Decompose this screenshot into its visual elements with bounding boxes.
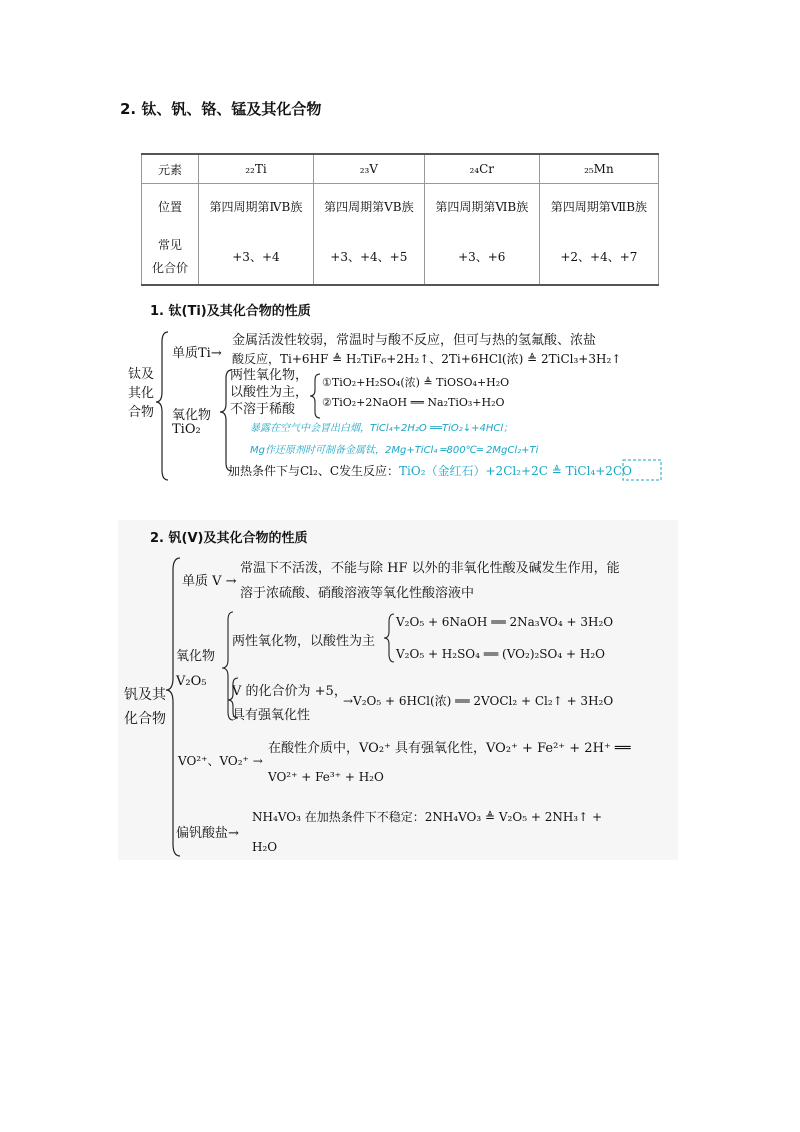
element-v: ₂₃V	[313, 154, 424, 184]
element-mn: ₂₅Mn	[539, 154, 658, 184]
element-cr: ₂₄Cr	[424, 154, 539, 184]
ti-heat-prefix: 加热条件下与Cl₂、C发生反应：	[228, 464, 400, 478]
ti-simple-label: 单质Ti→	[172, 346, 222, 361]
v-valence-line1: V 的化合价为 +5，	[232, 684, 347, 699]
section-title: 2. 钛、钒、铬、锰及其化合物	[120, 100, 322, 118]
header-label: 元素	[142, 154, 199, 184]
ti-heat-equation: TiO₂（金红石）+2Cl₂+2C ≜ TiCl₄+2CO	[399, 464, 632, 478]
position-v: 第四周期第ⅤB族	[313, 184, 424, 229]
position-cr: 第四周期第ⅥB族	[424, 184, 539, 229]
ti-simple-line1: 金属活泼性较弱，常温时与酸不反应，但可与热的氢氟酸、浓盐	[232, 333, 597, 348]
element-table	[141, 153, 659, 286]
position-mn: 第四周期第ⅦB族	[539, 184, 658, 229]
ti-title: 1. 钛(Ti)及其化合物的性质	[150, 304, 311, 319]
v-root-line2: 化合物	[124, 711, 166, 727]
valence-v: +3、+4、+5	[313, 228, 424, 285]
v-main-brace	[166, 558, 180, 856]
ti-root-line2: 其化	[128, 386, 155, 401]
position-ti: 第四周期第ⅣB族	[199, 184, 314, 229]
v-ion-line2: VO²⁺ + Fe³⁺ + H₂O	[268, 770, 384, 784]
v-reaction-2: V₂O₅ + H₂SO₄ ══ (VO₂)₂SO₄ + H₂O	[396, 647, 605, 661]
v-root-label	[124, 683, 166, 731]
ti-prop-1: 两性氧化物，	[230, 368, 309, 383]
valence-mn: +2、+4、+7	[539, 228, 658, 285]
v-salt-line1: NH₄VO₃ 在加热条件下不稳定：2NH₄VO₃ ≜ V₂O₅ + 2NH₃↑ +	[252, 810, 603, 824]
ti-oxide-properties	[230, 367, 308, 418]
v-salt-label: 偏钒酸盐→	[176, 826, 239, 841]
ti-prop-2: 以酸性为主，	[230, 385, 309, 400]
ti-handwritten-note-2: Mg作还原剂时可制备金属钛，2Mg+TiCl₄ ═800℃═ 2MgCl₂+Ti	[250, 445, 539, 456]
ti-oxide-label-1: 氧化物	[172, 408, 212, 423]
ti-reaction-2: ②TiO₂+2NaOH ══ Na₂TiO₃+H₂O	[322, 396, 505, 409]
v-hcl-reaction: →V₂O₅ + 6HCl(浓) ══ 2VOCl₂ + Cl₂↑ + 3H₂O	[343, 694, 614, 708]
table-header-row	[142, 154, 659, 184]
valence-cr: +3、+6	[424, 228, 539, 285]
v-simple-label: 单质 V →	[182, 574, 237, 589]
valence-label-line1: 常见	[157, 238, 182, 252]
v-title: 2. 钒(V)及其化合物的性质	[150, 531, 308, 546]
position-label: 位置	[142, 184, 199, 229]
v-root-line1: 钒及其	[124, 687, 166, 703]
ti-simple-line2: 酸反应，Ti+6HF ≜ H₂TiF₆+2H₂↑、2Ti+6HCl(浓) ≜ 2TiCl₃+3H₂↑	[232, 352, 622, 366]
valence-label	[142, 228, 199, 285]
ti-reaction-brace	[310, 374, 320, 418]
v-ion-line1: 在酸性介质中，VO₂⁺ 具有强氧化性，VO₂⁺ + Fe²⁺ + 2H⁺ ══	[268, 741, 631, 756]
element-ti: ₂₂Ti	[199, 154, 314, 184]
v-simple-line1: 常温下不活泼，不能与除 HF 以外的非氧化性酸及碱发生作用，能	[240, 561, 620, 576]
valence-ti: +3、+4	[199, 228, 314, 285]
v-amph-brace	[384, 614, 394, 662]
v-ion-label: VO²⁺、VO₂⁺ →	[178, 754, 263, 768]
v-salt-line2: H₂O	[252, 840, 278, 854]
ti-reaction-1: ①TiO₂+H₂SO₄(浓) ≜ TiOSO₄+H₂O	[322, 376, 510, 389]
position-row	[142, 184, 659, 229]
v-reaction-1: V₂O₅ + 6NaOH ══ 2Na₃VO₄ + 3H₂O	[396, 615, 614, 629]
valence-label-line2: 化合价	[151, 261, 188, 275]
ti-main-brace	[156, 332, 168, 480]
v-oxide-label-1: 氧化物	[176, 649, 216, 664]
ti-root-label	[128, 365, 154, 422]
v-valence-line2: 具有强氧化性	[232, 708, 311, 723]
v-simple-line2: 溶于浓硫酸、硝酸溶液等氧化性酸溶液中	[240, 586, 475, 601]
v-oxide-label-2: V₂O₅	[176, 674, 207, 689]
ti-root-line1: 钛及	[128, 367, 155, 382]
valence-row	[142, 228, 659, 285]
ti-root-line3: 合物	[128, 405, 155, 420]
ti-handwritten-note-1: 暴露在空气中会冒出白烟，TiCl₄+2H₂O ══TiO₂↓+4HCl；	[250, 423, 514, 434]
ti-oxide-label-2: TiO₂	[172, 422, 201, 437]
ti-heat-reaction	[228, 462, 632, 479]
v-amphoteric-text: 两性氧化物，以酸性为主	[232, 634, 376, 649]
ti-prop-3: 不溶于稀酸	[230, 402, 296, 417]
